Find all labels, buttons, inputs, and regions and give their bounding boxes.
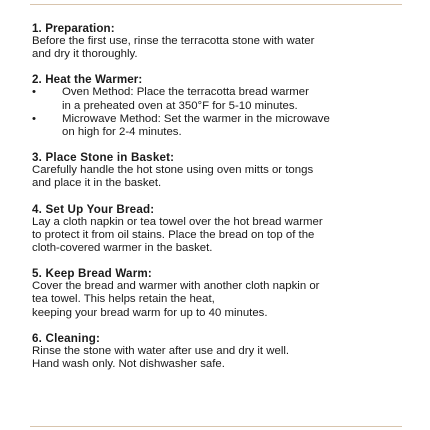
list-item-line: on high for 2-4 minutes.: [62, 126, 182, 139]
body-line: cloth-covered warmer in the basket.: [32, 242, 213, 255]
section-body: [32, 345, 412, 371]
section-heading: 2. Heat the Warmer:: [32, 73, 143, 87]
body-line: tea towel. This helps retain the heat,: [32, 293, 215, 306]
body-line: Cover the bread and warmer with another cloth napkin or: [32, 280, 320, 293]
top-divider: [30, 4, 402, 5]
bullet-icon: •: [32, 86, 36, 99]
section-heading: 4. Set Up Your Bread:: [32, 202, 155, 216]
body-line: and place it in the basket.: [32, 177, 162, 190]
list-item-line: Microwave Method: Set the warmer in the microwave: [62, 112, 330, 125]
list-item-line: Oven Method: Place the terracotta bread warmer: [62, 86, 309, 99]
section-place-stone: [32, 151, 412, 190]
bullet-icon: •: [32, 112, 36, 125]
section-preparation: [32, 22, 412, 61]
body-line: Carefully handle the hot stone using oven mitts or tongs: [32, 164, 314, 177]
section-cleaning: [32, 332, 412, 371]
section-body: [32, 280, 412, 320]
body-line: Hand wash only. Not dishwasher safe.: [32, 358, 225, 371]
section-body: [32, 35, 412, 61]
list-item: [32, 86, 412, 112]
section-body: [32, 216, 412, 256]
section-heading: 5. Keep Bread Warm:: [32, 267, 152, 281]
list-item-line: in a preheated oven at 350°F for 5-10 minutes.: [62, 99, 298, 112]
instructions-document: [32, 22, 412, 383]
list-item: [32, 113, 412, 139]
section-heat-warmer: [32, 73, 412, 139]
section-body: [32, 164, 412, 190]
body-line: Lay a cloth napkin or tea towel over the hot bread warmer: [32, 215, 323, 228]
bottom-divider: [30, 426, 402, 427]
section-heading: 3. Place Stone in Basket:: [32, 151, 175, 165]
section-heading: 1. Preparation:: [32, 22, 115, 35]
method-list: [32, 86, 412, 139]
section-set-up-bread: [32, 203, 412, 256]
body-line: Rinse the stone with water after use and dry it well.: [32, 344, 290, 357]
section-heading: 6. Cleaning:: [32, 331, 101, 345]
body-line: to protect it from oil stains. Place the bread on top of the: [32, 228, 315, 241]
body-line: keeping your bread warm for up to 40 minutes.: [32, 306, 268, 319]
body-line: and dry it thoroughly.: [32, 48, 138, 61]
section-keep-warm: [32, 267, 412, 320]
body-line: Before the first use, rinse the terracotta stone with water: [32, 35, 315, 47]
